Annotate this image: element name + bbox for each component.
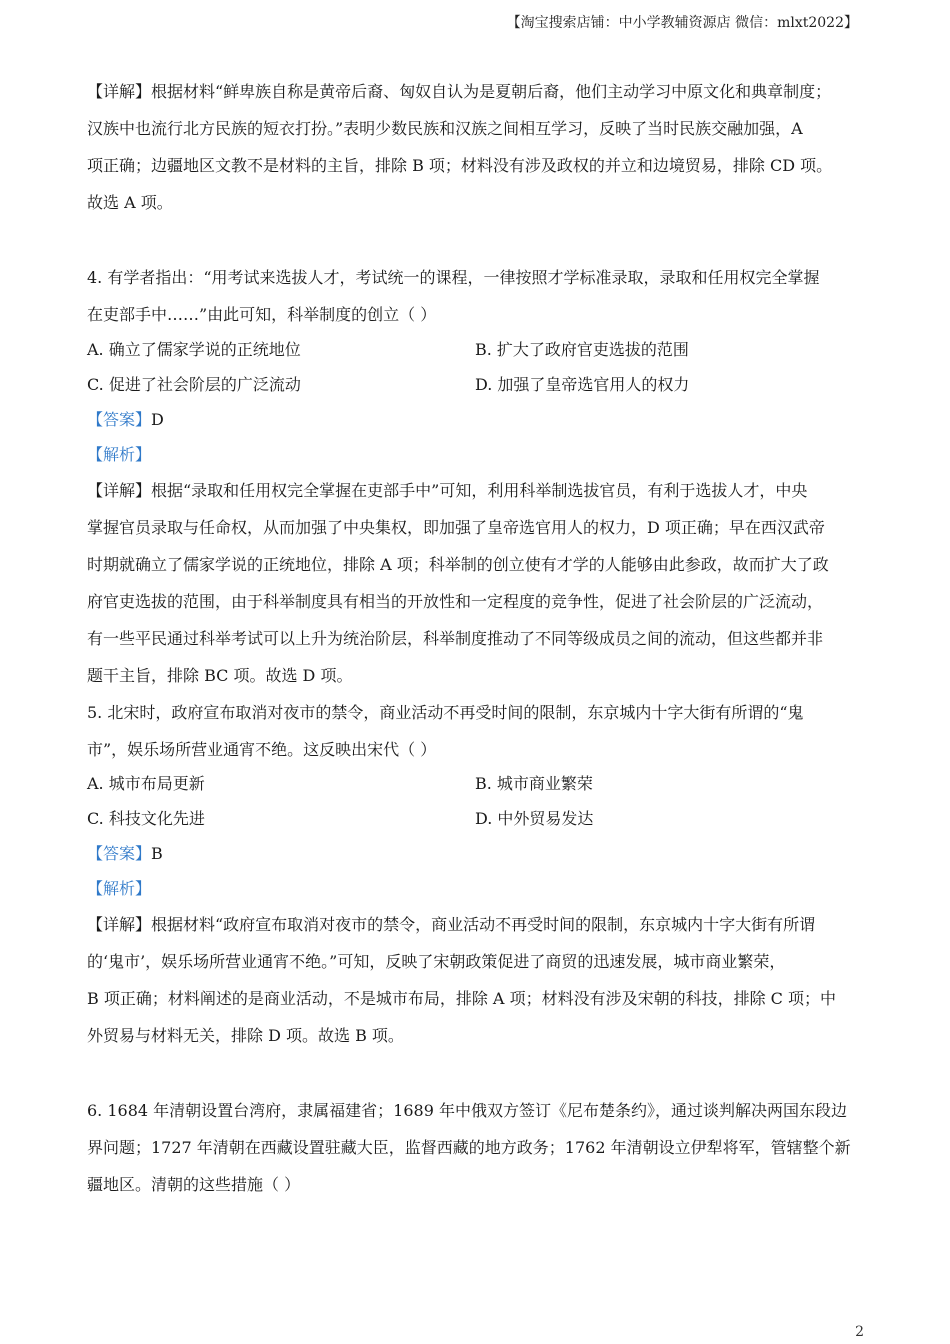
answer-tag: 【答案】	[87, 410, 152, 429]
q4-option-a: A. 确立了儒家学说的正统地位	[87, 340, 301, 359]
page-number: 2	[855, 1324, 864, 1340]
q4-analysis-tag: 【解析】	[87, 445, 152, 464]
detail-line: 外贸易与材料无关，排除 D 项。故选 B 项。	[87, 1026, 404, 1045]
stem-line: 市”，娱乐场所营业通宵不绝。这反映出宋代（ ）	[87, 740, 437, 759]
stem-line: 4. 有学者指出：“用考试来选拔人才，考试统一的课程，一律按照才学标准录取，录取和任用权完全掌握	[87, 268, 820, 287]
detail-line: 时期就确立了儒家学说的正统地位，排除 A 项；科举制的创立使有才学的人能够由此参政，故而扩大了政	[87, 555, 829, 574]
q5-analysis-tag: 【解析】	[87, 879, 152, 898]
stem-line: 疆地区。清朝的这些措施（ ）	[87, 1175, 301, 1194]
stem-line: 界问题；1727 年清朝在西藏设置驻藏大臣，监督西藏的地方政务；1762 年清朝设立伊犁将军，管辖整个新	[87, 1138, 851, 1157]
detail-line: 题干主旨，排除 BC 项。故选 D 项。	[87, 666, 353, 685]
detail-line: 的‘鬼市’，娱乐场所营业通宵不绝。”可知，反映了宋朝政策促进了商贸的迅速发展，城市商业繁荣，	[87, 952, 786, 971]
detail-line: 【详解】根据材料“政府宣布取消对夜市的禁令，商业活动不再受时间的限制，东京城内十字大街有所谓	[87, 915, 816, 934]
detail-line: B 项正确；材料阐述的是商业活动，不是城市布局，排除 A 项；材料没有涉及宋朝的科技，排除 C 项；中	[87, 989, 836, 1008]
q6-stem	[87, 1092, 877, 1203]
q5-option-c: C. 科技文化先进	[87, 809, 205, 828]
q4-option-d: D. 加强了皇帝选官用人的权力	[475, 375, 690, 394]
detail-line: 故选 A 项。	[87, 193, 173, 212]
answer-value: D	[151, 410, 164, 429]
stem-line: 6. 1684 年清朝设置台湾府，隶属福建省；1689 年中俄双方签订《尼布楚条约》，通过谈判解决两国东段边	[87, 1101, 847, 1120]
q4-option-c: C. 促进了社会阶层的广泛流动	[87, 375, 301, 394]
detail-line: 【详解】根据材料“鲜卑族自称是黄帝后裔、匈奴自认为是夏朝后裔，他们主动学习中原文化和典章制度；	[87, 82, 832, 101]
q4-detail	[87, 472, 877, 694]
q3-detail	[87, 73, 877, 221]
q5-detail	[87, 906, 877, 1054]
detail-line: 掌握官员录取与任命权，从而加强了中央集权，即加强了皇帝选官用人的权力，D 项正确；早在西汉武帝	[87, 518, 825, 537]
detail-line: 有一些平民通过科举考试可以上升为统治阶层，科举制度推动了不同等级成员之间的流动，但这些都并非	[87, 629, 824, 648]
detail-line: 项正确；边疆地区文教不是材料的主旨，排除 B 项；材料没有涉及政权的并立和边境贸易，排除 CD 项。	[87, 156, 833, 175]
page-header: 【淘宝搜索店铺：中小学教辅资源店 微信：mlxt2022】	[506, 15, 858, 31]
q5-stem	[87, 694, 877, 768]
q4-option-b: B. 扩大了政府官吏选拔的范围	[475, 340, 689, 359]
answer-tag: 【答案】	[87, 844, 152, 863]
stem-line: 在吏部手中……”由此可知，科举制度的创立（ ）	[87, 305, 437, 324]
q4-answer	[87, 408, 164, 432]
detail-line: 府官吏选拔的范围，由于科举制度具有相当的开放性和一定程度的竞争性，促进了社会阶层的广泛流动，	[87, 592, 824, 611]
q5-answer	[87, 842, 163, 866]
q5-option-d: D. 中外贸易发达	[475, 809, 594, 828]
q5-option-a: A. 城市布局更新	[87, 774, 205, 793]
q5-option-b: B. 城市商业繁荣	[475, 774, 593, 793]
stem-line: 5. 北宋时，政府宣布取消对夜市的禁令，商业活动不再受时间的限制，东京城内十字大街有所谓的“鬼	[87, 703, 804, 722]
q4-stem	[87, 259, 877, 333]
detail-line: 【详解】根据“录取和任用权完全掌握在吏部手中”可知，利用科举制选拔官员，有利于选拔人才，中央	[87, 481, 808, 500]
answer-value: B	[151, 844, 163, 863]
detail-line: 汉族中也流行北方民族的短衣打扮。”表明少数民族和汉族之间相互学习，反映了当时民族交融加强，A	[87, 119, 803, 138]
